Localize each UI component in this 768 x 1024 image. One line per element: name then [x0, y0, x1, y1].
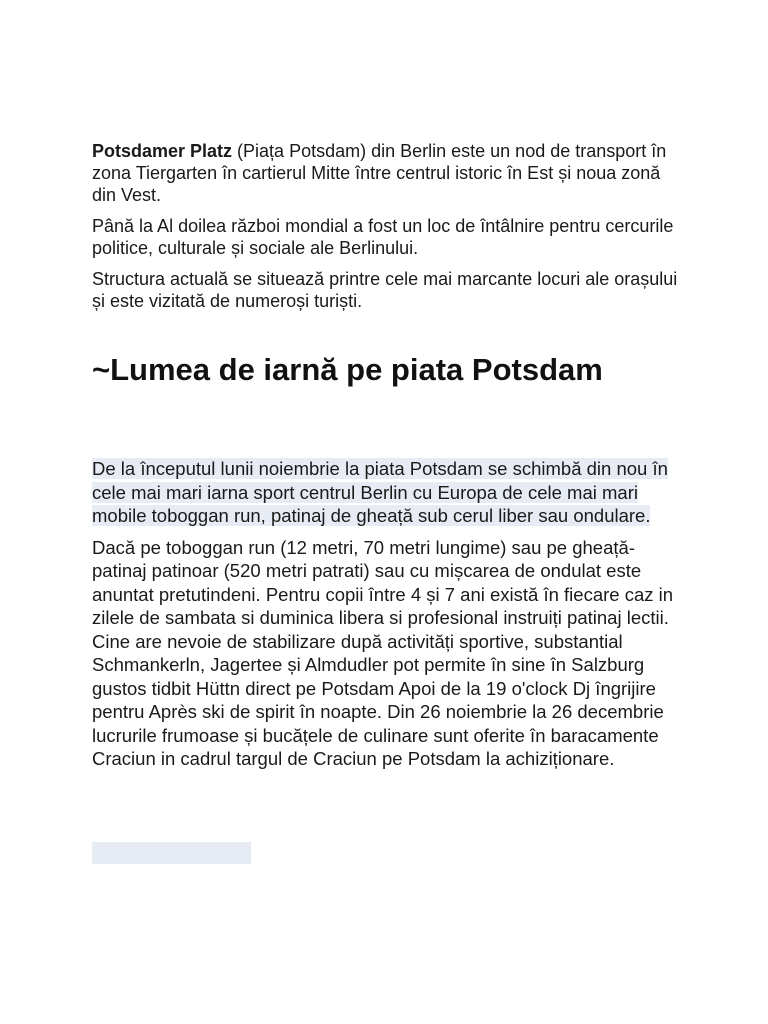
section-heading: ~Lumea de iarnă pe piata Potsdam [92, 352, 603, 387]
section-paragraph-2: Dacă pe toboggan run (12 metri, 70 metri lungime) sau pe gheață-patinaj patinoar (520 metri patrati) sau cu mișcarea de ondulat este anuntat pretutindeni. Pentru copii între 4 și 7 ani există în fiecare caz in zilele de sambata si duminica libera si profesional instruiți patinaj lectii. Cine are nevoie de stabilizare după activități sportive, substantial Schmankerln, Jagertee și Almdudler pot permite în sine în Salzburg gustos tidbit Hüttn direct pe Potsdam Apoi de la 19 o'clock Dj îngrijire pentru Après ski de spirit în noapte. Din 26 noiembrie la 26 decembrie lucrurile frumoase și bucățele de culinare sunt oferite în baracamente Craciun in cadrul targul de Craciun pe Potsdam la achiziționare. [92, 536, 674, 769]
intro-paragraph-3: Structura actuală se situează printre cele mai marcante locuri ale orașului și este vizitată de numeroși turiști. [92, 269, 678, 311]
intro-paragraph-2: Până la Al doilea război mondial a fost un loc de întâlnire pentru cercurile politice, culturale și sociale ale Berlinului. [92, 216, 674, 258]
highlighted-text: De la începutul lunii noiembrie la piata Potsdam se schimbă din nou în cele mai mari iarna sport centrul Berlin cu Europa de cele mai mari mobile toboggan run, patinaj de gheață sub cerul liber sau ondulare. [92, 458, 668, 526]
intro-section [92, 140, 682, 321]
section-body [92, 457, 682, 779]
section-paragraph-1 [92, 457, 682, 528]
empty-highlighted-line [92, 842, 251, 864]
intro-paragraph-1-text: (Piața Potsdam) din Berlin este un nod de transport în zona Tiergarten în cartierul Mitte între centrul istoric în Est și noua zonă din Vest. [92, 141, 667, 205]
intro-term: Potsdamer Platz [92, 141, 233, 161]
intro-paragraph-1 [92, 140, 682, 206]
